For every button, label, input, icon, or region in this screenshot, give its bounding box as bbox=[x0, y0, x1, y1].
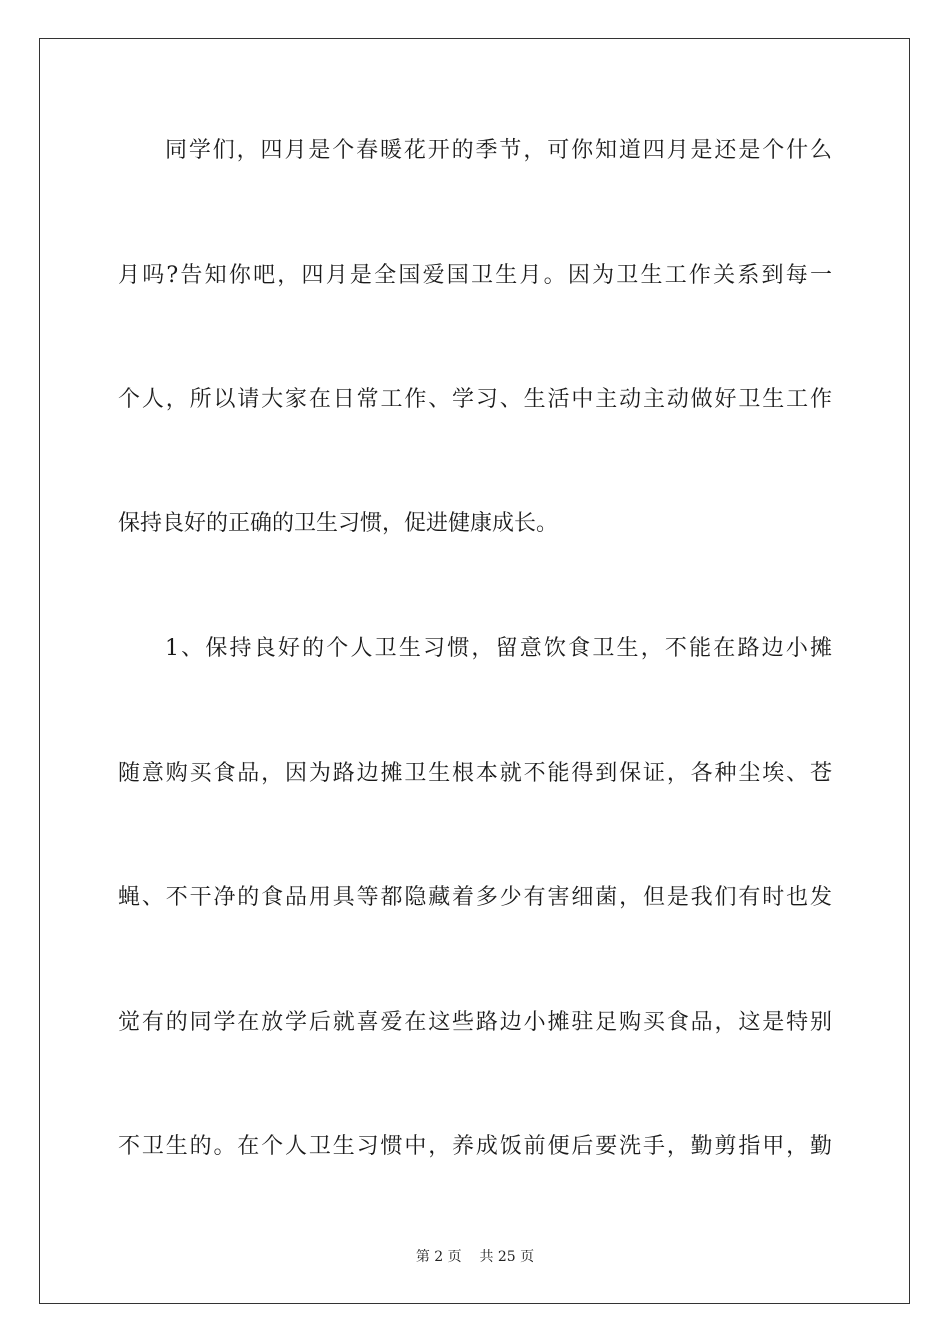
text-line-1: 同学们，四月是个春暖花开的季节，可你知道四月是还是个什么 bbox=[165, 138, 832, 163]
page-number: 第 2 页 bbox=[415, 1249, 462, 1265]
text-line-8: 觉有的同学在放学后就喜爱在这些路边小摊驻足购买食品，这是特别 bbox=[118, 1010, 832, 1035]
text-line-9: 不卫生的。在个人卫生习惯中，养成饭前便后要洗手，勤剪指甲，勤 bbox=[118, 1134, 832, 1159]
text-line-3: 个人，所以请大家在日常工作、学习、生活中主动主动做好卫生工作 bbox=[118, 387, 832, 412]
text-line-4: 保持良好的正确的卫生习惯，促进健康成长。 bbox=[118, 511, 559, 536]
text-line-7: 蝇、不干净的食品用具等都隐藏着多少有害细菌，但是我们有时也发 bbox=[118, 885, 832, 910]
page-footer bbox=[0, 1247, 950, 1267]
text-line-2: 月吗?告知你吧，四月是全国爱国卫生月。因为卫生工作关系到每一 bbox=[118, 263, 832, 288]
page-total: 共 25 页 bbox=[479, 1249, 535, 1265]
text-line-5: 1、保持良好的个人卫生习惯，留意饮食卫生，不能在路边小摊 bbox=[165, 636, 832, 661]
text-line-6: 随意购买食品，因为路边摊卫生根本就不能得到保证，各种尘埃、苍 bbox=[118, 761, 832, 786]
page-border bbox=[39, 38, 910, 1304]
